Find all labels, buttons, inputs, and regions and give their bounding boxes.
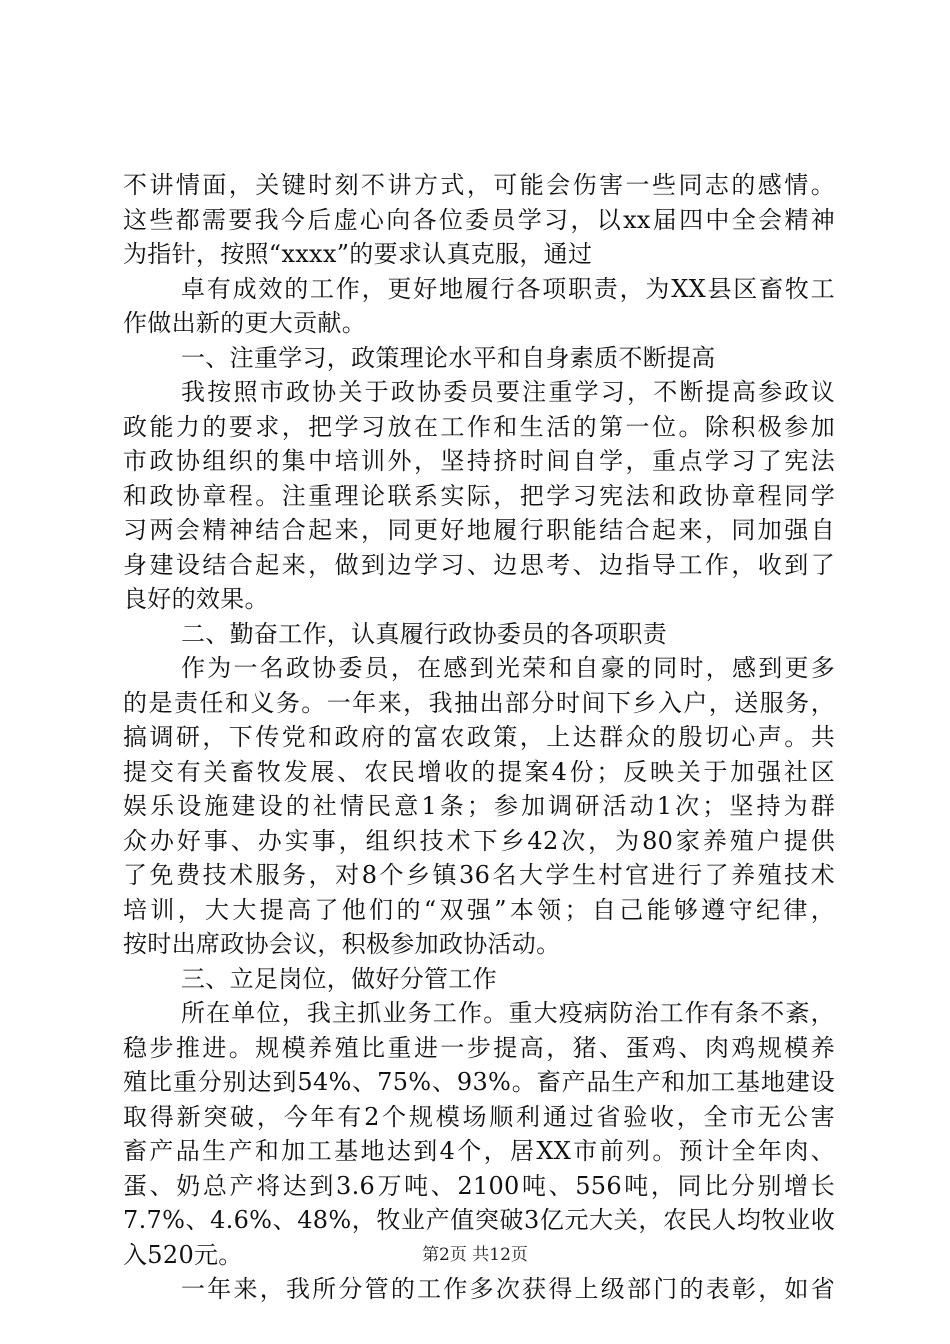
text-line: 搞调研，下传党和政府的富农政策，上达群众的殷切心声。共 xyxy=(123,723,835,751)
text-line: 良好的效果。 xyxy=(123,585,269,613)
text-line: 市政协组织的集中培训外，坚持挤时间自学，重点学习了宪法 xyxy=(123,447,835,475)
text-line: 和政协章程。注重理论联系实际，把学习宪法和政协章程同学 xyxy=(123,481,835,510)
text-line: 培训，大大提高了他们的“双强”本领；自己能够遵守纪律， xyxy=(123,895,835,924)
text-line: 了免费技术服务，对8个乡镇36名大学生村官进行了养殖技术 xyxy=(123,861,835,889)
text-line: 殖比重分别达到54%、75%、93%。畜产品生产和加工基地建设 xyxy=(123,1068,835,1096)
text-line: 这些都需要我今后虚心向各位委员学习，以xx届四中全会精神 xyxy=(123,205,835,234)
text-line: 我按照市政协关于政协委员要注重学习，不断提高参政议 xyxy=(181,378,835,406)
section-heading: 三、立足岗位，做好分管工作 xyxy=(181,964,497,993)
text-line: 蛋、奶总产将达到3.6万吨、2100吨、556吨，同比分别增长 xyxy=(123,1171,835,1200)
text-line: 众办好事、办实事，组织技术下乡42次，为80家养殖户提供 xyxy=(123,826,835,855)
text-line: 按时出席政协会议，积极参加政协活动。 xyxy=(123,930,561,958)
text-line: 为指针，按照“xxxx”的要求认真克服，通过 xyxy=(123,240,593,268)
text-line: 一年来，我所分管的工作多次获得上级部门的表彰，如省 xyxy=(181,1275,835,1303)
text-line: 卓有成效的工作，更好地履行各项职责，为XX县区畜牧工 xyxy=(181,274,835,303)
text-line: 提交有关畜牧发展、农民增收的提案4份；反映关于加强社区 xyxy=(123,757,835,786)
text-line: 作为一名政协委员，在感到光荣和自豪的同时，感到更多 xyxy=(181,654,835,682)
document-body xyxy=(123,168,835,1307)
text-line: 入520元。 xyxy=(123,1240,243,1269)
text-line: 取得新突破，今年有2个规模场顺利通过省验收，全市无公害 xyxy=(123,1102,835,1131)
text-line: 身建设结合起来，做到边学习、边思考、边指导工作，收到了 xyxy=(123,550,835,579)
text-line: 不讲情面，关键时刻不讲方式，可能会伤害一些同志的感情。 xyxy=(123,171,835,199)
section-heading: 一、注重学习，政策理论水平和自身素质不断提高 xyxy=(181,343,716,372)
text-line: 娱乐设施建设的社情民意1条；参加调研活动1次；坚持为群 xyxy=(123,792,835,820)
text-line: 稳步推进。规模养殖比重进一步提高，猪、蛋鸡、肉鸡规模养 xyxy=(123,1033,835,1062)
page-number-footer: 第2页 共12页 xyxy=(422,1245,528,1265)
text-line: 所在单位，我主抓业务工作。重大疫病防治工作有条不紊， xyxy=(181,999,835,1027)
text-line: 习两会精神结合起来，同更好地履行职能结合起来，同加强自 xyxy=(123,516,835,544)
text-line: 的是责任和义务。一年来，我抽出部分时间下乡入户，送服务， xyxy=(123,688,835,717)
text-line: 7.7%、4.6%、48%，牧业产值突破3亿元大关，农民人均牧业收 xyxy=(123,1206,835,1234)
text-line: 作做出新的更大贡献。 xyxy=(123,309,366,337)
text-line: 政能力的要求，把学习放在工作和生活的第一位。除积极参加 xyxy=(123,412,835,441)
text-line: 畜产品生产和加工基地达到4个，居XX市前列。预计全年肉、 xyxy=(123,1137,835,1165)
section-heading: 二、勤奋工作，认真履行政协委员的各项职责 xyxy=(181,619,667,648)
